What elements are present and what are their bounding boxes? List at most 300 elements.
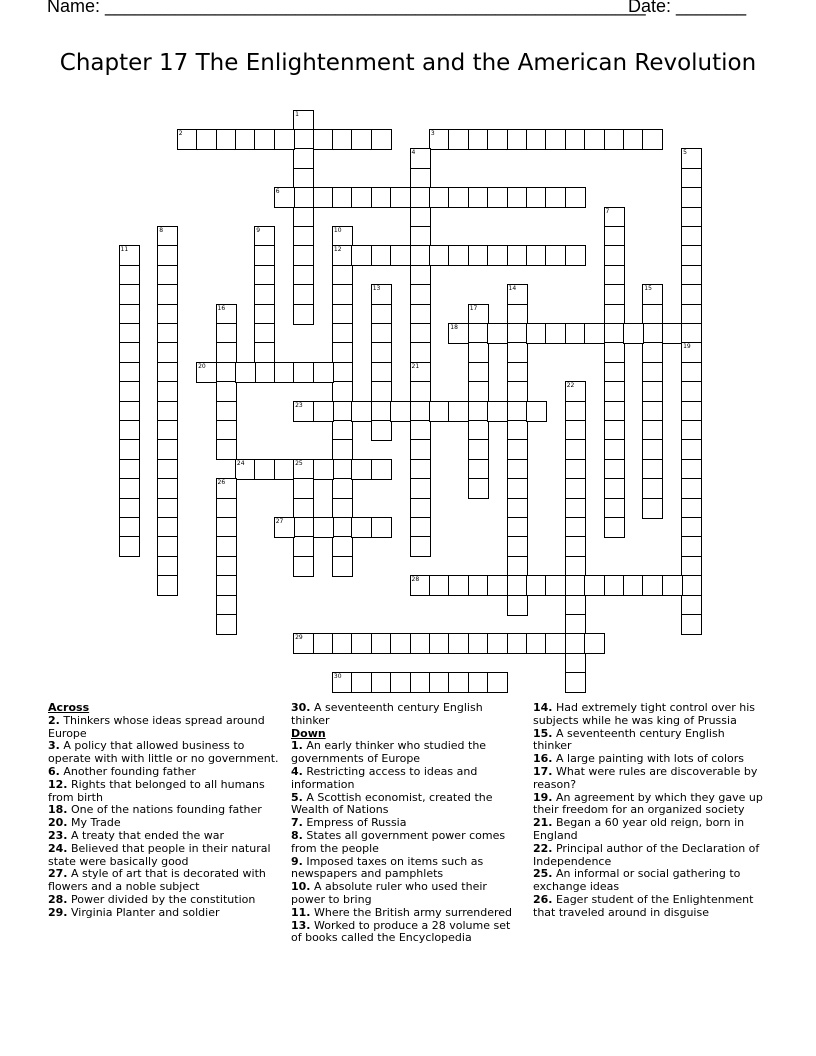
grid-cell[interactable] [274, 459, 295, 480]
grid-cell[interactable] [468, 129, 489, 150]
grid-cell[interactable] [468, 439, 489, 460]
grid-cell[interactable] [623, 129, 644, 150]
grid-cell[interactable] [565, 323, 586, 344]
grid-cell[interactable] [157, 536, 178, 557]
grid-cell[interactable] [410, 459, 431, 480]
grid-cell[interactable] [293, 187, 314, 208]
grid-cell[interactable] [332, 672, 353, 693]
grid-cell[interactable] [313, 633, 334, 654]
grid-cell[interactable] [332, 633, 353, 654]
grid-cell[interactable] [313, 129, 334, 150]
grid-cell[interactable] [681, 536, 702, 557]
grid-cell[interactable] [604, 323, 625, 344]
grid-cell[interactable] [410, 323, 431, 344]
grid-cell[interactable] [507, 381, 528, 402]
grid-cell[interactable] [235, 129, 256, 150]
grid-cell[interactable] [565, 575, 586, 596]
grid-cell[interactable] [293, 517, 314, 538]
grid-cell[interactable] [390, 401, 411, 422]
grid-cell[interactable] [293, 245, 314, 266]
grid-cell[interactable] [604, 362, 625, 383]
grid-cell[interactable] [157, 498, 178, 519]
grid-cell[interactable] [119, 517, 140, 538]
grid-cell[interactable] [545, 633, 566, 654]
grid-cell[interactable] [119, 478, 140, 499]
grid-cell[interactable] [332, 129, 353, 150]
grid-cell[interactable] [662, 323, 683, 344]
grid-cell[interactable] [351, 245, 372, 266]
grid-cell[interactable] [565, 381, 586, 402]
grid-cell[interactable] [410, 478, 431, 499]
grid-cell[interactable] [642, 459, 663, 480]
grid-cell[interactable] [681, 207, 702, 228]
grid-cell[interactable] [371, 304, 392, 325]
grid-cell[interactable] [293, 556, 314, 577]
grid-cell[interactable] [293, 304, 314, 325]
grid-cell[interactable] [507, 439, 528, 460]
grid-cell[interactable] [468, 478, 489, 499]
grid-cell[interactable] [565, 653, 586, 674]
grid-cell[interactable] [642, 323, 663, 344]
grid-cell[interactable] [216, 595, 237, 616]
grid-cell[interactable] [332, 304, 353, 325]
grid-cell[interactable] [119, 420, 140, 441]
grid-cell[interactable] [157, 478, 178, 499]
grid-cell[interactable] [332, 323, 353, 344]
grid-cell[interactable] [371, 401, 392, 422]
grid-cell[interactable] [429, 633, 450, 654]
grid-cell[interactable] [526, 129, 547, 150]
grid-cell[interactable] [216, 420, 237, 441]
grid-cell[interactable] [410, 342, 431, 363]
grid-cell[interactable] [157, 420, 178, 441]
grid-cell[interactable] [468, 575, 489, 596]
grid-cell[interactable] [604, 129, 625, 150]
grid-cell[interactable] [293, 401, 314, 422]
grid-cell[interactable] [254, 129, 275, 150]
grid-cell[interactable] [332, 420, 353, 441]
grid-cell[interactable] [429, 575, 450, 596]
grid-cell[interactable] [487, 401, 508, 422]
grid-cell[interactable] [487, 187, 508, 208]
grid-cell[interactable] [410, 207, 431, 228]
grid-cell[interactable] [254, 362, 275, 383]
grid-cell[interactable] [642, 478, 663, 499]
grid-cell[interactable] [313, 401, 334, 422]
grid-cell[interactable] [410, 517, 431, 538]
grid-cell[interactable] [507, 575, 528, 596]
grid-cell[interactable] [157, 323, 178, 344]
grid-cell[interactable] [468, 304, 489, 325]
grid-cell[interactable] [642, 304, 663, 325]
grid-cell[interactable] [429, 401, 450, 422]
grid-cell[interactable] [313, 459, 334, 480]
grid-cell[interactable] [371, 129, 392, 150]
grid-cell[interactable] [293, 265, 314, 286]
grid-cell[interactable] [507, 284, 528, 305]
grid-cell[interactable] [545, 323, 566, 344]
grid-cell[interactable] [313, 517, 334, 538]
grid-cell[interactable] [448, 633, 469, 654]
grid-cell[interactable] [507, 517, 528, 538]
grid-cell[interactable] [119, 401, 140, 422]
grid-cell[interactable] [545, 245, 566, 266]
grid-cell[interactable] [351, 187, 372, 208]
grid-cell[interactable] [468, 362, 489, 383]
grid-cell[interactable] [565, 420, 586, 441]
grid-cell[interactable] [526, 401, 547, 422]
grid-cell[interactable] [157, 556, 178, 577]
grid-cell[interactable] [681, 342, 702, 363]
grid-cell[interactable] [157, 226, 178, 247]
grid-cell[interactable] [429, 672, 450, 693]
grid-cell[interactable] [681, 595, 702, 616]
grid-cell[interactable] [545, 575, 566, 596]
grid-cell[interactable] [681, 556, 702, 577]
grid-cell[interactable] [565, 478, 586, 499]
grid-cell[interactable] [390, 633, 411, 654]
grid-cell[interactable] [332, 245, 353, 266]
grid-cell[interactable] [332, 439, 353, 460]
grid-cell[interactable] [565, 245, 586, 266]
grid-cell[interactable] [235, 362, 256, 383]
grid-cell[interactable] [293, 129, 314, 150]
grid-cell[interactable] [332, 284, 353, 305]
grid-cell[interactable] [274, 129, 295, 150]
grid-cell[interactable] [507, 129, 528, 150]
grid-cell[interactable] [216, 401, 237, 422]
grid-cell[interactable] [507, 498, 528, 519]
grid-cell[interactable] [410, 187, 431, 208]
grid-cell[interactable] [119, 245, 140, 266]
grid-cell[interactable] [332, 401, 353, 422]
grid-cell[interactable] [410, 245, 431, 266]
grid-cell[interactable] [390, 245, 411, 266]
grid-cell[interactable] [293, 459, 314, 480]
grid-cell[interactable] [604, 304, 625, 325]
grid-cell[interactable] [681, 459, 702, 480]
grid-cell[interactable] [332, 478, 353, 499]
grid-cell[interactable] [216, 517, 237, 538]
grid-cell[interactable] [119, 304, 140, 325]
grid-cell[interactable] [371, 381, 392, 402]
grid-cell[interactable] [681, 401, 702, 422]
grid-cell[interactable] [293, 226, 314, 247]
grid-cell[interactable] [274, 187, 295, 208]
grid-cell[interactable] [216, 381, 237, 402]
grid-cell[interactable] [196, 129, 217, 150]
grid-cell[interactable] [681, 614, 702, 635]
grid-cell[interactable] [604, 265, 625, 286]
grid-cell[interactable] [604, 381, 625, 402]
grid-cell[interactable] [313, 187, 334, 208]
grid-cell[interactable] [468, 323, 489, 344]
grid-cell[interactable] [681, 187, 702, 208]
grid-cell[interactable] [487, 129, 508, 150]
grid-cell[interactable] [507, 478, 528, 499]
grid-cell[interactable] [448, 187, 469, 208]
grid-cell[interactable] [216, 614, 237, 635]
grid-cell[interactable] [604, 342, 625, 363]
grid-cell[interactable] [468, 420, 489, 441]
grid-cell[interactable] [371, 420, 392, 441]
grid-cell[interactable] [681, 148, 702, 169]
grid-cell[interactable] [487, 672, 508, 693]
grid-cell[interactable] [119, 439, 140, 460]
grid-cell[interactable] [157, 575, 178, 596]
grid-cell[interactable] [351, 517, 372, 538]
grid-cell[interactable] [487, 633, 508, 654]
grid-cell[interactable] [157, 381, 178, 402]
grid-cell[interactable] [371, 672, 392, 693]
grid-cell[interactable] [604, 226, 625, 247]
grid-cell[interactable] [254, 304, 275, 325]
grid-cell[interactable] [371, 633, 392, 654]
grid-cell[interactable] [526, 575, 547, 596]
grid-cell[interactable] [119, 536, 140, 557]
grid-cell[interactable] [681, 420, 702, 441]
grid-cell[interactable] [429, 187, 450, 208]
grid-cell[interactable] [332, 459, 353, 480]
grid-cell[interactable] [235, 459, 256, 480]
grid-cell[interactable] [157, 401, 178, 422]
grid-cell[interactable] [332, 536, 353, 557]
grid-cell[interactable] [119, 459, 140, 480]
grid-cell[interactable] [565, 633, 586, 654]
grid-cell[interactable] [507, 245, 528, 266]
grid-cell[interactable] [410, 439, 431, 460]
grid-cell[interactable] [507, 556, 528, 577]
grid-cell[interactable] [351, 459, 372, 480]
grid-cell[interactable] [565, 672, 586, 693]
grid-cell[interactable] [332, 498, 353, 519]
grid-cell[interactable] [351, 672, 372, 693]
grid-cell[interactable] [410, 401, 431, 422]
grid-cell[interactable] [681, 168, 702, 189]
grid-cell[interactable] [410, 168, 431, 189]
grid-cell[interactable] [332, 265, 353, 286]
grid-cell[interactable] [371, 323, 392, 344]
grid-cell[interactable] [216, 478, 237, 499]
grid-cell[interactable] [371, 284, 392, 305]
grid-cell[interactable] [293, 110, 314, 131]
grid-cell[interactable] [216, 304, 237, 325]
grid-cell[interactable] [293, 362, 314, 383]
grid-cell[interactable] [254, 265, 275, 286]
grid-cell[interactable] [293, 536, 314, 557]
grid-cell[interactable] [216, 129, 237, 150]
grid-cell[interactable] [410, 420, 431, 441]
grid-cell[interactable] [604, 478, 625, 499]
grid-cell[interactable] [507, 187, 528, 208]
grid-cell[interactable] [623, 575, 644, 596]
grid-cell[interactable] [410, 381, 431, 402]
grid-cell[interactable] [410, 575, 431, 596]
grid-cell[interactable] [681, 439, 702, 460]
grid-cell[interactable] [410, 148, 431, 169]
grid-cell[interactable] [468, 633, 489, 654]
grid-cell[interactable] [604, 245, 625, 266]
grid-cell[interactable] [604, 517, 625, 538]
grid-cell[interactable] [119, 381, 140, 402]
grid-cell[interactable] [642, 498, 663, 519]
grid-cell[interactable] [371, 459, 392, 480]
grid-cell[interactable] [604, 401, 625, 422]
grid-cell[interactable] [448, 245, 469, 266]
grid-cell[interactable] [254, 342, 275, 363]
grid-cell[interactable] [642, 362, 663, 383]
grid-cell[interactable] [371, 245, 392, 266]
grid-cell[interactable] [332, 226, 353, 247]
grid-cell[interactable] [157, 304, 178, 325]
grid-cell[interactable] [293, 498, 314, 519]
grid-cell[interactable] [487, 323, 508, 344]
grid-cell[interactable] [681, 226, 702, 247]
grid-cell[interactable] [313, 362, 334, 383]
grid-cell[interactable] [448, 401, 469, 422]
name-field[interactable]: Name: ______________________________________________________ [47, 0, 646, 16]
grid-cell[interactable] [410, 265, 431, 286]
grid-cell[interactable] [157, 245, 178, 266]
grid-cell[interactable] [507, 536, 528, 557]
grid-cell[interactable] [448, 129, 469, 150]
grid-cell[interactable] [584, 129, 605, 150]
grid-cell[interactable] [293, 478, 314, 499]
grid-cell[interactable] [681, 245, 702, 266]
grid-cell[interactable] [254, 459, 275, 480]
grid-cell[interactable] [642, 439, 663, 460]
grid-cell[interactable] [410, 498, 431, 519]
grid-cell[interactable] [681, 498, 702, 519]
grid-cell[interactable] [681, 284, 702, 305]
grid-cell[interactable] [157, 362, 178, 383]
grid-cell[interactable] [371, 187, 392, 208]
grid-cell[interactable] [565, 595, 586, 616]
grid-cell[interactable] [351, 633, 372, 654]
grid-cell[interactable] [254, 323, 275, 344]
grid-cell[interactable] [681, 323, 702, 344]
grid-cell[interactable] [526, 245, 547, 266]
grid-cell[interactable] [584, 323, 605, 344]
grid-cell[interactable] [584, 575, 605, 596]
grid-cell[interactable] [507, 401, 528, 422]
grid-cell[interactable] [681, 362, 702, 383]
grid-cell[interactable] [157, 517, 178, 538]
grid-cell[interactable] [507, 459, 528, 480]
grid-cell[interactable] [254, 284, 275, 305]
grid-cell[interactable] [565, 129, 586, 150]
grid-cell[interactable] [604, 575, 625, 596]
grid-cell[interactable] [545, 129, 566, 150]
grid-cell[interactable] [565, 614, 586, 635]
grid-cell[interactable] [157, 459, 178, 480]
grid-cell[interactable] [216, 439, 237, 460]
grid-cell[interactable] [642, 401, 663, 422]
grid-cell[interactable] [410, 672, 431, 693]
grid-cell[interactable] [119, 362, 140, 383]
grid-cell[interactable] [332, 556, 353, 577]
grid-cell[interactable] [642, 575, 663, 596]
grid-cell[interactable] [642, 420, 663, 441]
grid-cell[interactable] [681, 517, 702, 538]
grid-cell[interactable] [410, 362, 431, 383]
grid-cell[interactable] [604, 207, 625, 228]
grid-cell[interactable] [681, 304, 702, 325]
grid-cell[interactable] [410, 633, 431, 654]
grid-cell[interactable] [216, 498, 237, 519]
grid-cell[interactable] [604, 459, 625, 480]
grid-cell[interactable] [507, 633, 528, 654]
date-field[interactable]: Date: _______ [628, 0, 747, 16]
grid-cell[interactable] [157, 284, 178, 305]
grid-cell[interactable] [351, 401, 372, 422]
grid-cell[interactable] [565, 439, 586, 460]
grid-cell[interactable] [410, 226, 431, 247]
grid-cell[interactable] [254, 245, 275, 266]
grid-cell[interactable] [507, 420, 528, 441]
grid-cell[interactable] [293, 284, 314, 305]
grid-cell[interactable] [371, 342, 392, 363]
grid-cell[interactable] [623, 323, 644, 344]
grid-cell[interactable] [507, 595, 528, 616]
grid-cell[interactable] [565, 536, 586, 557]
grid-cell[interactable] [642, 129, 663, 150]
grid-cell[interactable] [410, 304, 431, 325]
grid-cell[interactable] [216, 323, 237, 344]
grid-cell[interactable] [274, 362, 295, 383]
grid-cell[interactable] [371, 362, 392, 383]
grid-cell[interactable] [604, 439, 625, 460]
grid-cell[interactable] [448, 575, 469, 596]
grid-cell[interactable] [390, 187, 411, 208]
grid-cell[interactable] [487, 245, 508, 266]
grid-cell[interactable] [332, 381, 353, 402]
grid-cell[interactable] [468, 381, 489, 402]
grid-cell[interactable] [119, 284, 140, 305]
grid-cell[interactable] [332, 187, 353, 208]
grid-cell[interactable] [157, 439, 178, 460]
grid-cell[interactable] [119, 323, 140, 344]
grid-cell[interactable] [468, 672, 489, 693]
grid-cell[interactable] [332, 362, 353, 383]
grid-cell[interactable] [545, 187, 566, 208]
grid-cell[interactable] [332, 342, 353, 363]
grid-cell[interactable] [216, 342, 237, 363]
grid-cell[interactable] [274, 517, 295, 538]
grid-cell[interactable] [216, 556, 237, 577]
grid-cell[interactable] [662, 575, 683, 596]
grid-cell[interactable] [604, 284, 625, 305]
grid-cell[interactable] [565, 556, 586, 577]
grid-cell[interactable] [293, 148, 314, 169]
grid-cell[interactable] [565, 498, 586, 519]
grid-cell[interactable] [119, 342, 140, 363]
grid-cell[interactable] [157, 265, 178, 286]
grid-cell[interactable] [642, 342, 663, 363]
grid-cell[interactable] [293, 207, 314, 228]
grid-cell[interactable] [565, 187, 586, 208]
grid-cell[interactable] [468, 401, 489, 422]
grid-cell[interactable] [429, 245, 450, 266]
grid-cell[interactable] [565, 401, 586, 422]
grid-cell[interactable] [507, 323, 528, 344]
grid-cell[interactable] [468, 342, 489, 363]
grid-cell[interactable] [681, 265, 702, 286]
grid-cell[interactable] [448, 672, 469, 693]
grid-cell[interactable] [371, 517, 392, 538]
grid-cell[interactable] [468, 245, 489, 266]
grid-cell[interactable] [216, 362, 237, 383]
